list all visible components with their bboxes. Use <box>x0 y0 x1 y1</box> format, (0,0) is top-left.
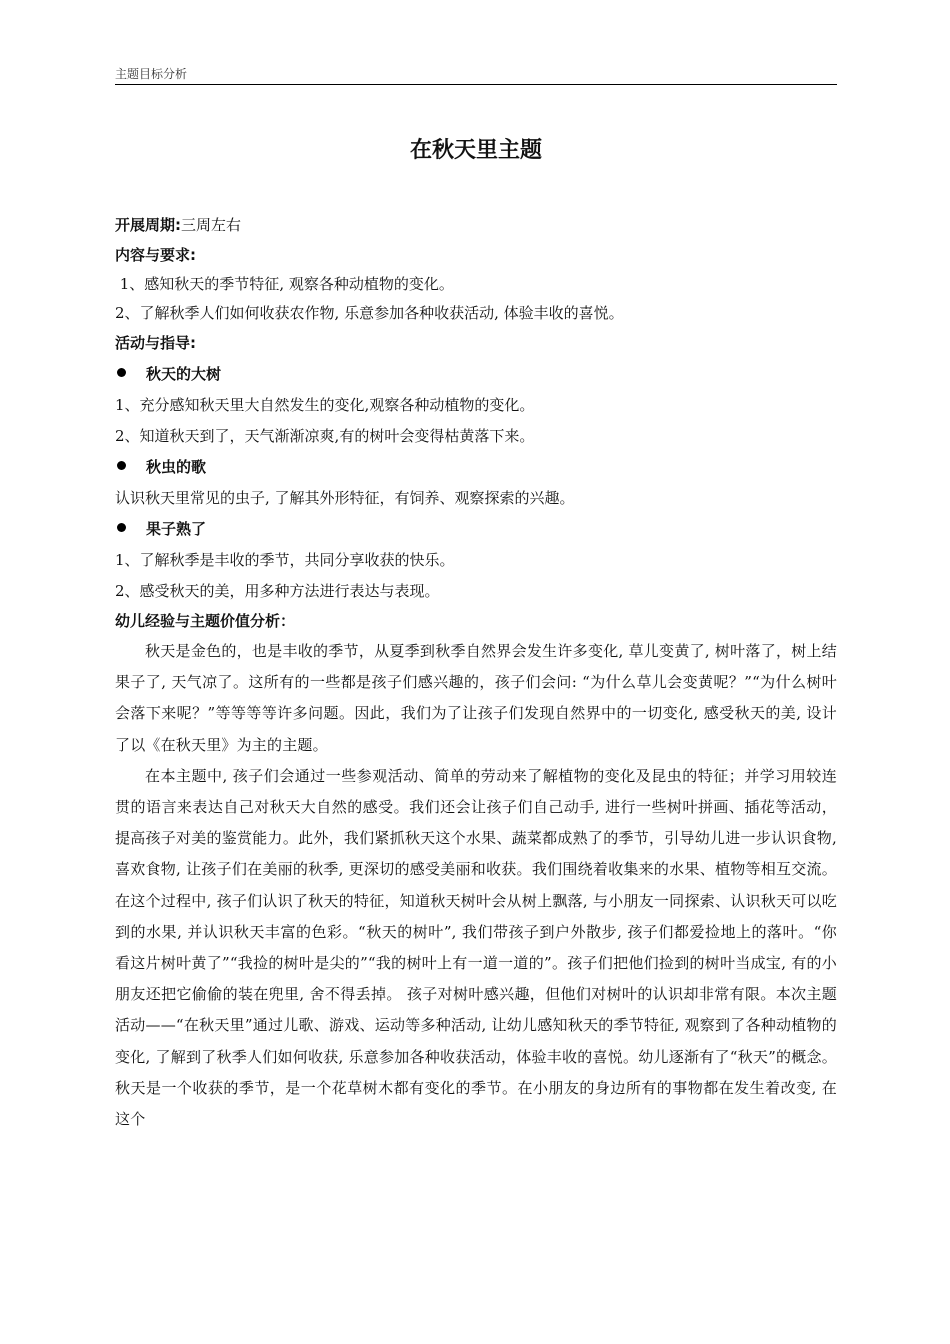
analysis-paragraph-2: 在本主题中, 孩子们会通过一些参观活动、简单的劳动来了解植物的变化及昆虫的特征；并学习用较连贯的语言来表达自己对秋天大自然的感受。我们还会让孩子们自己动手, 进行一些树叶拼画、插花等活动，提高孩子对美的鉴赏能力。此外，我们紧抓秋天这个水果、蔬菜都成熟了的季节，引导幼儿进一步认识食物, 喜欢食物, 让孩子们在美丽的秋季, 更深切的感受美丽和收获。我们围绕着收集来的水果、植物等相互交流。在这个过程中, 孩子们认识了秋天的特征，知道秋天树叶会从树上飘落, 与小朋友一同探索、认识秋天可以吃到的水果, 并认识秋天丰富的色彩。“秋天的树叶”, 我们带孩子到户外散步, 孩子们都爱捡地上的落叶。“你看这片树叶黄了”“我捡的树叶是尖的”“我的树叶上有一道一道的”。孩子们把他们捡到的树叶当成宝, 有的小朋友还把它偷偷的装在兜里, 舍不得丢掉。 孩子对树叶感兴趣，但他们对树叶的认识却非常有限。本次主题活动——“在秋天里”通过儿歌、游戏、运动等多种活动, 让幼儿感知秋天的季节特征, 观察到了各种动植物的变化, 了解到了秋季人们如何收获, 乐意参加各种收获活动，体验丰收的喜悦。幼儿逐渐有了“秋天”的概念。秋天是一个收获的季节，是一个花草树木都有变化的季节。在小朋友的身边所有的事物都在发生着改变, 在这个 <box>115 766 837 1129</box>
bullet-icon <box>117 461 126 470</box>
activity-heading-text: 秋虫的歌 <box>146 458 207 476</box>
running-header: 主题目标分析 <box>115 64 837 85</box>
activity-fruits-line-2: 2、感受秋天的美，用多种方法进行表达与表现。 <box>115 582 440 600</box>
period-value: 三周左右 <box>181 216 242 234</box>
bullet-icon <box>117 368 126 377</box>
activity-heading-fruits <box>115 514 837 545</box>
activity-fruits-line-1: 1、了解秋季是丰收的季节，共同分享收获的快乐。 <box>115 551 455 569</box>
page-title: 在秋天里主题 <box>409 138 542 163</box>
activity-heading-text: 秋天的大树 <box>146 365 222 383</box>
activity-heading-insects <box>115 452 837 483</box>
activity-trees-line-1: 1、充分感知秋天里大自然发生的变化,观察各种动植物的变化。 <box>115 396 535 414</box>
document-body <box>115 210 837 1135</box>
analysis-paragraph-1: 秋天是金色的，也是丰收的季节，从夏季到秋季自然界会发生许多变化, 草儿变黄了, 树叶落了，树上结果子了, 天气凉了。这所有的一些都是孩子们感兴趣的，孩子们会问: “为什么草儿会变黄呢？”“为什么树叶会落下来呢？”等等等等许多问题。因此，我们为了让孩子们发现自然界中的一切变化, 感受秋天的美, 设计了以《在秋天里》为主的主题。 <box>115 642 837 754</box>
requirements-label: 内容与要求: <box>115 246 196 264</box>
activity-heading-trees <box>115 359 837 390</box>
analysis-heading <box>115 607 837 636</box>
requirement-item-2: 2、了解秋季人们如何收获农作物, 乐意参加各种收获活动, 体验丰收的喜悦。 <box>115 304 624 322</box>
activities-label: 活动与指导: <box>115 334 196 352</box>
period-line <box>115 210 837 241</box>
period-label: 开展周期: <box>115 216 181 234</box>
analysis-label: 幼儿经验与主题价值分析： <box>115 612 296 630</box>
activity-insects-line-1: 认识秋天里常见的虫子, 了解其外形特征，有饲养、观察探索的兴趣。 <box>115 489 575 507</box>
activities-heading <box>115 328 837 359</box>
bullet-icon <box>117 523 126 532</box>
activity-heading-text: 果子熟了 <box>146 520 207 538</box>
requirement-item-1: 1、感知秋天的季节特征, 观察各种动植物的变化。 <box>115 275 454 293</box>
requirements-heading <box>115 241 837 270</box>
activity-trees-line-2: 2、知道秋天到了，天气渐渐凉爽,有的树叶会变得枯黄落下来。 <box>115 427 535 445</box>
